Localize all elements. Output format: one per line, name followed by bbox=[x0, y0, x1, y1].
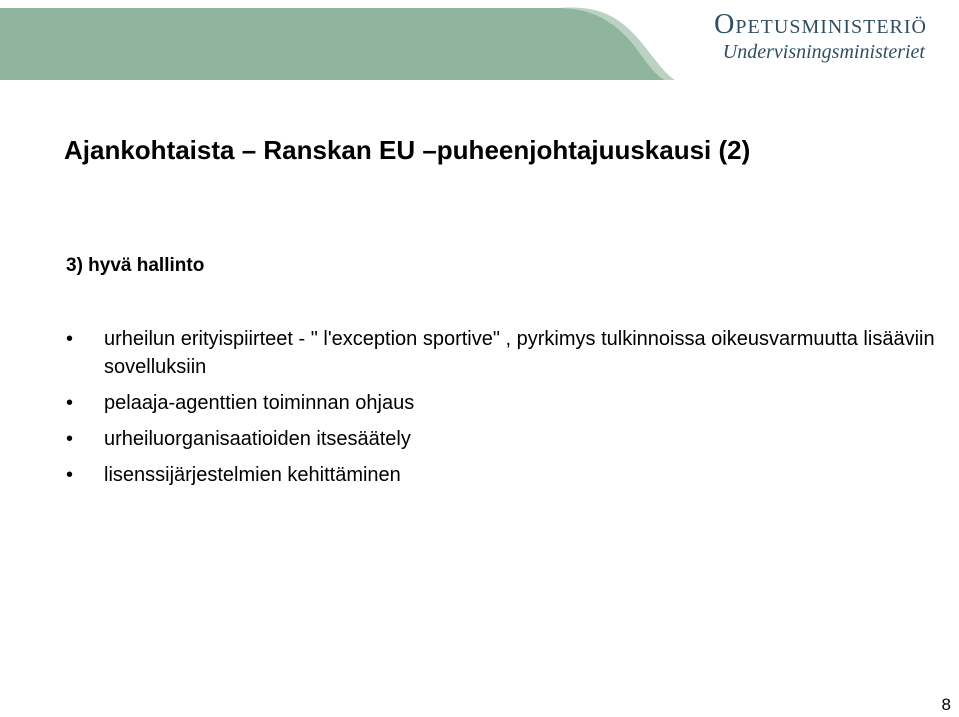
section-heading: 3) hyvä hallinto bbox=[66, 255, 205, 276]
slide-title: Ajankohtaista – Ranskan EU –puheenjohtajuuskausi (2) bbox=[64, 135, 751, 165]
list-item bbox=[66, 461, 946, 489]
bullet-text: pelaaja-agenttien toiminnan ohjaus bbox=[104, 392, 415, 414]
banner-green-band bbox=[0, 8, 665, 80]
bullet-text: lisenssijärjestelmien kehittäminen bbox=[104, 464, 401, 486]
list-item bbox=[66, 325, 946, 381]
ministry-logo-swedish: Undervisningsministeriet bbox=[722, 41, 925, 63]
bullet-marker: • bbox=[66, 428, 74, 450]
bullet-text: urheilun erityispiirteet - " l'exception sportive" , pyrkimys tulkinnoissa oikeusvarmuutta lisääviin sovelluksiin bbox=[104, 328, 935, 378]
list-item bbox=[66, 389, 946, 417]
bullet-text: urheiluorganisaatioiden itsesäätely bbox=[104, 428, 411, 450]
list-item bbox=[66, 425, 946, 453]
bullet-marker: • bbox=[66, 464, 74, 486]
ministry-logo: Opetusministeriö bbox=[714, 9, 927, 40]
bullet-list bbox=[66, 325, 946, 497]
page-number: 8 bbox=[941, 695, 951, 714]
bullet-marker: • bbox=[66, 392, 74, 414]
bullet-marker: • bbox=[66, 328, 74, 350]
